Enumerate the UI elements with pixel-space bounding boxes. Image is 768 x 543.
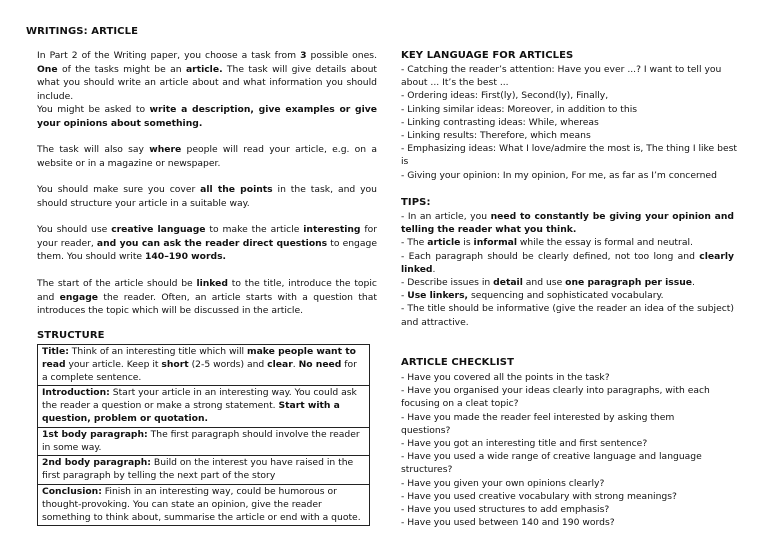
text-run: while the essay is formal and neutral. (517, 237, 693, 249)
text-run: The first paragraph should involve the reader in some way. (42, 428, 360, 453)
tips-list (401, 210, 734, 329)
text-run: - The title should be informative (give the reader an idea of the subject) and attractive. (401, 303, 734, 328)
checklist-item: - Have you used creative vocabulary with strong meanings? (401, 490, 677, 502)
bold-text: all the points (200, 184, 273, 195)
bold-text: need to constantly be giving your opinion and telling the reader what you think. (401, 211, 734, 236)
bold-text: One (37, 63, 58, 75)
text-run: . (292, 358, 299, 370)
text-run: sequencing and sophisticated vocabulary. (468, 290, 664, 302)
text-run: Build on the interest you have raised in the first paragraph by telling the next part of the story (42, 457, 354, 482)
text-run: to make the article (205, 224, 304, 235)
bold-text: clear (267, 358, 293, 370)
text-run: You might be asked to (37, 104, 150, 115)
text-run: You should use (37, 224, 112, 235)
key-language-heading: KEY LANGUAGE FOR ARTICLES (401, 50, 574, 61)
bold-text: informal (473, 237, 517, 249)
text-run: is (460, 237, 474, 249)
bold-text: short (161, 358, 189, 370)
text-run: The task will give details about what you should write an article about and what information you should include. (37, 63, 377, 102)
bold-text: No need (298, 358, 342, 370)
bold-text: Title: (42, 346, 69, 357)
text-run: possible ones. (306, 50, 377, 61)
text-run: - (401, 290, 408, 302)
bold-text: 1st body paragraph: (42, 428, 148, 440)
bold-text: 2nd body paragraph: (42, 457, 151, 469)
structure-row-title (38, 345, 369, 386)
checklist-item: - Have you used a wide range of creative language and language structures? (401, 451, 702, 476)
structure-row-introduction (38, 386, 369, 427)
checklist-item: - Have you organised your ideas clearly into paragraphs, with each focusing on a cleat topic? (401, 385, 710, 410)
bold-text: engage (59, 291, 98, 303)
structure-heading: STRUCTURE (37, 330, 105, 341)
intro-paragraph-3 (37, 143, 377, 170)
checklist-list (401, 371, 721, 529)
text-run: You should make sure you cover (37, 184, 201, 195)
bold-text: write a description, give examples or give your opinions about something. (37, 104, 377, 129)
checklist-heading: ARTICLE CHECKLIST (401, 357, 514, 368)
text-run: for a complete sentence. (42, 358, 357, 383)
text-run: - Each paragraph should be clearly defined, not too long and (401, 250, 700, 262)
key-language-item: - Linking contrasting ideas: While, whereas (401, 116, 599, 128)
text-run: people will read your article, e.g. on a website or in a magazine or newspaper. (37, 144, 377, 169)
tip-item (401, 289, 734, 302)
intro-paragraph-2 (37, 103, 377, 130)
bold-text: Use linkers, (407, 290, 469, 302)
checklist-item: - Have you made the reader feel interested by asking them questions? (401, 411, 675, 436)
tip-item (401, 236, 734, 249)
text-run: The task will also say (37, 144, 150, 155)
key-language-item: - Ordering ideas: First(ly), Second(ly), Finally, (401, 90, 609, 102)
tip-item (401, 210, 734, 236)
text-run: in the task, and you should structure your article in a suitable way. (37, 184, 378, 209)
page-title: WRITINGS: ARTICLE (26, 26, 139, 37)
structure-table (37, 344, 370, 526)
structure-row-body-1 (38, 428, 369, 457)
bold-text: interesting (303, 224, 361, 235)
text-run: - The (401, 237, 428, 249)
text-run: - In an article, you (401, 211, 491, 222)
text-run: to the title, introduce the topic and (37, 278, 377, 303)
bold-text: creative language (111, 224, 206, 235)
text-run: (2-5 words) and (188, 358, 268, 370)
checklist-item: - Have you used between 140 and 190 words? (401, 517, 615, 529)
bold-text: clearly linked (401, 250, 734, 275)
text-run: . (691, 277, 695, 289)
key-language-item: - Emphasizing ideas: What I love/admire the most is, The thing I like best is (401, 143, 737, 168)
bold-text: and you can ask the reader direct questions (96, 237, 328, 249)
bold-text: article. (185, 63, 223, 75)
key-language-item: - Catching the reader’s attention: Have you ever ...? I want to tell you about ... It’s the best ... (401, 64, 722, 89)
key-language-item: - Linking similar ideas: Moreover, in addition to this (401, 103, 638, 115)
bold-text: one paragraph per issue (565, 277, 692, 289)
text-run: Think of an interesting title which will (68, 346, 248, 357)
bold-text: Conclusion: (42, 485, 102, 497)
checklist-item: - Have you given your own opinions clearly? (401, 477, 605, 489)
intro-paragraph-4 (37, 183, 377, 210)
checklist-item: - Have you got an interesting title and first sentence? (401, 438, 648, 450)
key-language-list (401, 63, 741, 182)
bold-text: 3 (300, 50, 307, 61)
tips-heading: TIPS: (401, 197, 431, 208)
structure-row-body-2 (38, 456, 369, 485)
bold-text: Start with a question, problem or quotation. (42, 400, 340, 424)
text-run: and use (522, 277, 566, 289)
bold-text: detail (493, 277, 523, 289)
key-language-item: - Giving your opinion: In my opinion, For me, as far as I’m concerned (401, 169, 717, 181)
bold-text: where (149, 144, 182, 155)
bold-text: linked (196, 278, 228, 289)
bold-text: 140–190 words. (145, 251, 227, 262)
text-run: for your reader, (37, 224, 377, 249)
text-run: The start of the article should be (37, 278, 197, 289)
intro-paragraph-6 (37, 277, 377, 318)
bold-text: Introduction: (42, 387, 110, 399)
text-run: Start your article in an interesting way. You could ask the reader a question or make a strong statement. (42, 387, 357, 412)
text-run: Finish in an interesting way, could be humorous or thought-provoking. You can state an opinion, give the reader something to think about, summarise the article or end with a quote. (42, 485, 361, 523)
text-run: of the tasks might be an (57, 63, 186, 75)
structure-row-conclusion (38, 485, 369, 525)
text-run: to engage them. You should write (37, 237, 378, 262)
text-run: In Part 2 of the Writing paper, you choose a task from (37, 50, 301, 61)
key-language-item: - Linking results: Therefore, which means (401, 130, 591, 142)
text-run: your article. Keep it (65, 358, 162, 370)
text-run: the reader. Often, an article starts with a question that introduces the topic which will be discussed in the article. (37, 291, 377, 316)
text-run: . (432, 263, 436, 275)
intro-paragraph-5 (37, 223, 377, 264)
intro-paragraph-1 (37, 49, 377, 103)
bold-text: make people want to read (42, 346, 356, 370)
text-run: - Describe issues in (401, 277, 494, 289)
bold-text: article (427, 237, 461, 249)
tip-item (401, 276, 734, 289)
tip-item (401, 250, 734, 276)
checklist-item: - Have you covered all the points in the task? (401, 372, 610, 383)
tip-item (401, 302, 734, 328)
checklist-item: - Have you used structures to add emphasis? (401, 504, 610, 516)
